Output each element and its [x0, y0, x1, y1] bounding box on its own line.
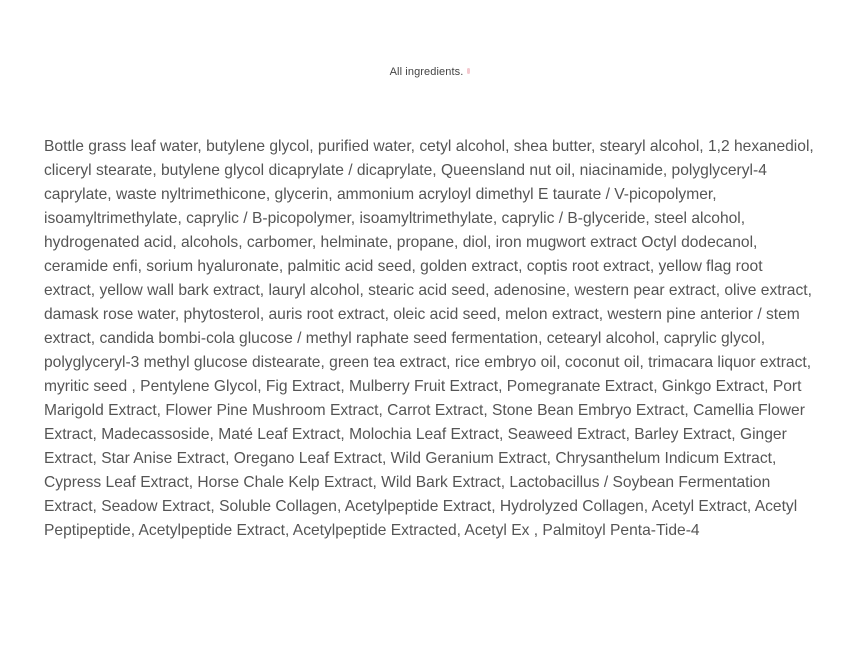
ingredients-list: Bottle grass leaf water, butylene glycol, purified water, cetyl alcohol, shea butter, stearyl alcohol, 1,2 hexanediol, cliceryl stearate, butylene glycol dicaprylate / dicaprylate, Queensland nut oil, niacinamide, polyglyceryl-4 caprylate, waste nyltrimethicone, glycerin, ammonium acryloyl dimethyl E taurate / V-picopolymer, isoamyltrimethylate, caprylic / B-picopolymer, isoamyltrimethylate, caprylic / B-glyceride, steel alcohol, hydrogenated acid, alcohols, carbomer, helminate, propane, diol, iron mugwort extract Octyl dodecanol, ceramide enfi, sorium hyaluronate, palmitic acid seed, golden extract, coptis root extract, yellow flag root extract, yellow wall bark extract, lauryl alcohol, stearic acid seed, adenosine, western pear extract, olive extract, damask rose water, phytosterol, auris root extract, oleic acid seed, melon extract, western pine anterior / stem extract, candida bombi-cola glucose / methyl raphate seed fermentation, cetearyl alcohol, caprylic glycol, polyglyceryl-3 methyl glucose distearate, green tea extract, rice embryo oil, coconut oil, trimacara liquor extract, myritic seed , Pentylene Glycol, Fig Extract, Mulberry Fruit Extract, Pomegranate Extract, Ginkgo Extract, Port Marigold Extract, Flower Pine Mushroom Extract, Carrot Extract, Stone Bean Embryo Extract, Camellia Flower Extract, Madecassoside, Maté Leaf Extract, Molochia Leaf Extract, Seaweed Extract, Barley Extract, Ginger Extract, Star Anise Extract, Oregano Leaf Extract, Wild Geranium Extract, Chrysanthelum Indicum Extract, Cypress Leaf Extract, Horse Chale Kelp Extract, Wild Bark Extract, Lactobacillus / Soybean Fermentation Extract, Seadow Extract, Soluble Collagen, Acetylpeptide Extract, Hydrolyzed Collagen, Acetyl Extract, Acetyl Peptipeptide, Acetylpeptide Extract, Acetylpeptide Extracted, Acetyl Ex , Palmitoyl Penta-Tide-4	[44, 138, 814, 539]
section-title: All ingredients.	[389, 66, 464, 78]
accent-dot-icon	[467, 68, 470, 74]
heading-section	[0, 62, 860, 80]
